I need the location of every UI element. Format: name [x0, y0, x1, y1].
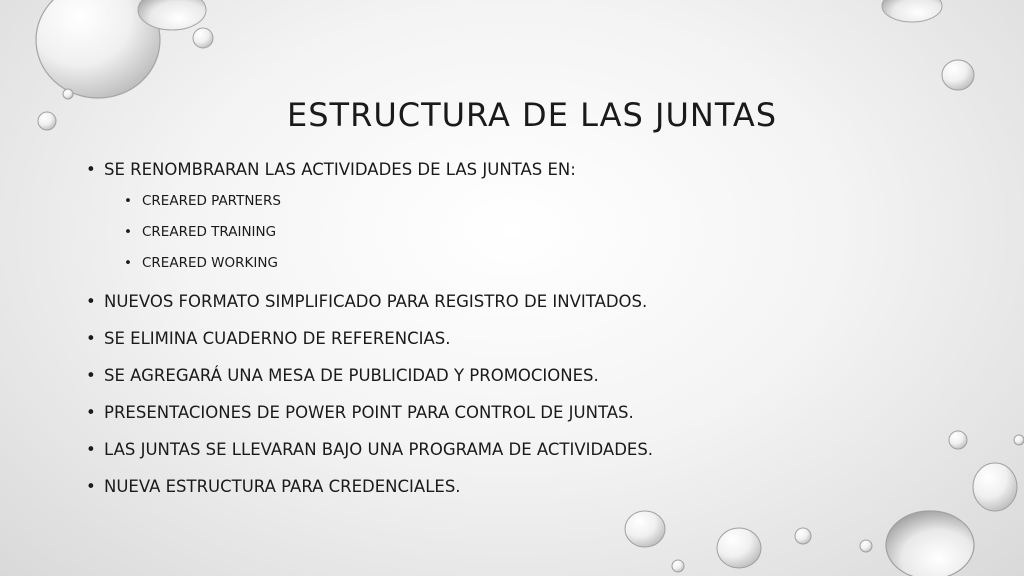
bullet-item: • SE RENOMBRARAN LAS ACTIVIDADES DE LAS JUNTAS EN:	[86, 160, 986, 180]
bullet-item: • SE AGREGARÁ UNA MESA DE PUBLICIDAD Y PROMOCIONES.	[86, 366, 986, 386]
sub-bullet-item: • CREARED PARTNERS	[86, 193, 986, 210]
droplet-icon	[193, 28, 213, 48]
droplet-icon	[625, 511, 665, 547]
droplet-icon	[942, 60, 974, 90]
droplet-icon	[138, 0, 206, 30]
droplet-icon	[1014, 435, 1024, 445]
droplet-icon	[717, 528, 761, 568]
bullet-list	[86, 160, 986, 514]
droplet-icon	[882, 0, 942, 22]
droplet-icon	[672, 560, 684, 572]
bullet-item: • PRESENTACIONES DE POWER POINT PARA CONTROL DE JUNTAS.	[86, 403, 986, 423]
bullet-item: • NUEVOS FORMATO SIMPLIFICADO PARA REGISTRO DE INVITADOS.	[86, 292, 986, 312]
droplet-icon	[886, 511, 974, 576]
sub-bullet-item: • CREARED WORKING	[86, 255, 986, 272]
droplet-icon	[63, 89, 73, 99]
droplet-icon	[38, 112, 56, 130]
slide-title: ESTRUCTURA DE LAS JUNTAS	[287, 96, 778, 134]
droplet-icon	[860, 540, 872, 552]
droplet-icon	[795, 528, 811, 544]
bullet-item: • SE ELIMINA CUADERNO DE REFERENCIAS.	[86, 329, 986, 349]
droplet-icon	[36, 0, 160, 98]
bullet-item: • NUEVA ESTRUCTURA PARA CREDENCIALES.	[86, 477, 986, 497]
bullet-item: • LAS JUNTAS SE LLEVARAN BAJO UNA PROGRAMA DE ACTIVIDADES.	[86, 440, 986, 460]
sub-bullet-item: • CREARED TRAINING	[86, 224, 986, 241]
